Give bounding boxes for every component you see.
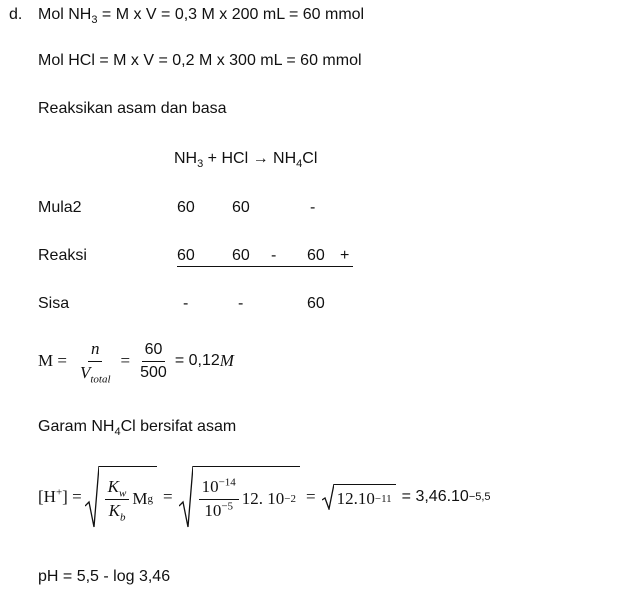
superscript: + xyxy=(55,486,63,499)
reaksi-cell: 60 xyxy=(232,247,250,264)
subscript: w xyxy=(119,487,127,500)
nh: NH xyxy=(174,150,198,167)
mula-label: Mula2 xyxy=(38,199,82,216)
cl: Cl xyxy=(302,150,318,167)
molarity-lhs: M = xyxy=(38,351,67,370)
kw: K xyxy=(107,476,120,496)
hydrogen-ion-equation: [H+] = $\frac{K_w}{K_b}$ M g = $\frac{10^{-14}}{10^{-5}}$ 12. 10 −2 = 12.10 −11 = 3,46.10 −5,5 xyxy=(38,462,491,532)
denominator: V xyxy=(79,362,91,382)
mol-nh3-line xyxy=(38,6,365,27)
mg: M xyxy=(132,489,148,508)
arrow-icon: → xyxy=(252,150,269,167)
equals: = xyxy=(162,487,173,506)
hplus-lhs xyxy=(38,487,82,507)
equals: = xyxy=(120,351,131,370)
plus-hcl: + HCl xyxy=(203,150,253,167)
root-value: 12.10 xyxy=(336,488,375,508)
subscript: total xyxy=(90,372,111,385)
unit: M xyxy=(219,351,234,370)
denominator-base: 10 xyxy=(204,500,222,520)
sqrt-kw-kb: $\frac{K_w}{K_b}$ M g xyxy=(85,466,157,528)
mula-cell: 60 xyxy=(177,199,195,216)
volume-fraction xyxy=(137,341,170,381)
reaksi-cell: 60 xyxy=(307,247,325,264)
ph-line: pH = 5,5 - log 3,46 xyxy=(38,568,171,585)
sisa-cell: - xyxy=(238,295,244,312)
equals: = xyxy=(306,487,316,506)
mula-cell: 60 xyxy=(232,199,250,216)
denominator: 500 xyxy=(140,363,167,381)
sisa-label: Sisa xyxy=(38,295,70,312)
salt-line xyxy=(38,418,237,439)
n-over-v-fraction xyxy=(77,338,114,385)
salt-text: Garam NH xyxy=(38,418,115,435)
molarity-equation xyxy=(38,336,234,386)
numerator-base: 10 xyxy=(201,476,219,496)
numerator: n xyxy=(88,340,103,362)
sqrt-simplified: 12.10 −11 xyxy=(322,484,396,510)
hplus-close: ] = xyxy=(62,487,82,506)
sisa-cell: 60 xyxy=(307,295,325,312)
kb: K xyxy=(108,500,120,520)
radical-icon xyxy=(85,466,99,528)
reaction-heading: Reaksikan asam dan basa xyxy=(38,100,227,117)
subscript: 3 xyxy=(197,158,204,171)
mula-cell: - xyxy=(310,199,316,216)
sqrt-numeric: $\frac{10^{-14}}{10^{-5}}$ 12. 10 −2 xyxy=(179,466,300,528)
reaksi-label: Reaksi xyxy=(38,247,87,264)
subscript: b xyxy=(119,510,126,523)
reaction-equation xyxy=(174,150,318,171)
item-marker: d. xyxy=(9,6,23,23)
numerator: 60 xyxy=(142,341,166,362)
reaksi-cell: - xyxy=(271,247,277,264)
reaksi-row xyxy=(177,247,353,267)
superscript: −5 xyxy=(221,499,234,512)
subscript: 4 xyxy=(296,158,303,171)
sisa-cell: - xyxy=(183,295,189,312)
subscript: 3 xyxy=(91,14,98,27)
reaksi-cell: 60 xyxy=(177,247,195,264)
radical-icon xyxy=(322,484,334,510)
superscript: −14 xyxy=(218,476,236,489)
hplus-result: = 3,46.10 xyxy=(401,488,469,505)
mol-nh3-text-rest: = M x V = 0,3 M x 200 mL = 60 mmol xyxy=(97,6,365,23)
molarity-result: = 0,12 xyxy=(174,352,220,369)
subscript: 4 xyxy=(114,426,121,439)
nh4: NH xyxy=(268,150,297,167)
mol-nh3-text: Mol NH xyxy=(38,6,92,23)
hplus-open: [H xyxy=(38,487,56,506)
salt-text-rest: Cl bersifat asam xyxy=(120,418,237,435)
mol-hcl-line: Mol HCl = M x V = 0,2 M x 300 mL = 60 mmol xyxy=(38,52,362,69)
multiplier: 12. 10 xyxy=(241,489,285,508)
reaksi-cell: + xyxy=(340,247,350,264)
radical-icon xyxy=(179,466,193,528)
